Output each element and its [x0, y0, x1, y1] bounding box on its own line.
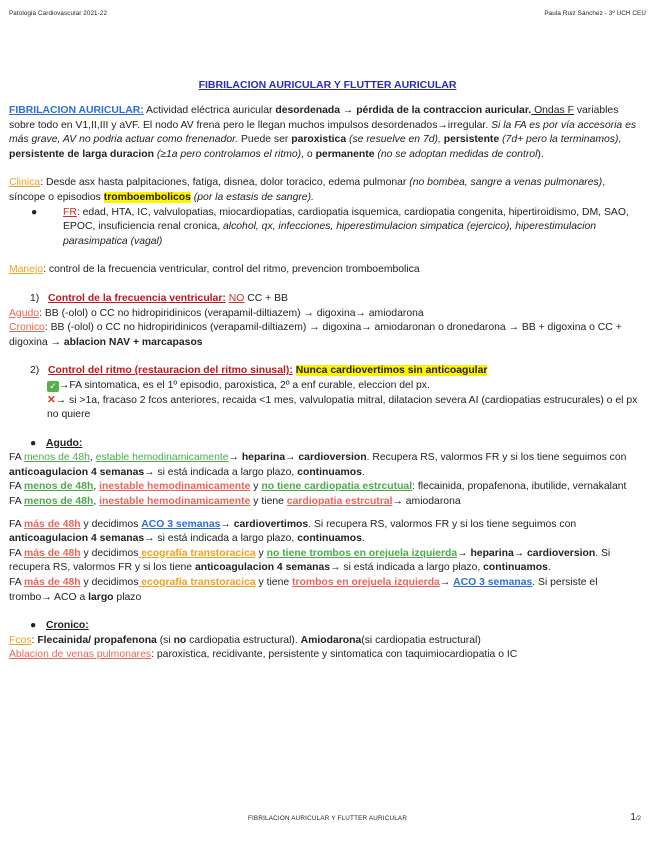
text-bold: desordenada → pérdida de la contraccion auricular.	[275, 105, 532, 116]
text: : Desde asx hasta palpitaciones, fatiga, disnea, dolor toracico, edema pulmonar	[40, 177, 410, 189]
text: → si está indicada a largo plazo,	[330, 562, 484, 574]
highlight-text: Nunca cardiovertimos sin anticoagular	[295, 365, 488, 377]
text-italic: (7d+ pero la terminamos),	[499, 134, 622, 146]
text: , o	[301, 148, 316, 160]
text: : paroxistica, recidivante, persistente y sintomatica con taquimiocardiopatia o IC	[151, 649, 518, 661]
text: FA	[9, 577, 25, 589]
text-italic: alcohol, qx, infecciones, hiperestimulacion simpatica (ejercico), hiperestimulacion parasimpatica (vagal)	[63, 221, 597, 247]
agudo-line-6	[9, 576, 639, 605]
text: →	[513, 547, 528, 559]
text: → si está indicada a largo plazo,	[144, 533, 298, 545]
text: Actividad eléctrica auricular	[143, 105, 276, 116]
aco-label: ACO 3 semanas	[141, 518, 221, 530]
text-italic: (no bombea, sangre a venas pulmonares)	[409, 177, 603, 189]
text-italic: (por la estasis de sangre).	[190, 191, 314, 203]
manejo-paragraph	[9, 263, 639, 278]
text-bold: cardioversion	[298, 452, 367, 464]
list-number: 1)	[30, 292, 40, 304]
list-number: 2)	[30, 365, 40, 377]
text: y decidimos	[80, 518, 142, 530]
text: Puede ser	[238, 134, 292, 146]
text: , síncope o episodios	[9, 177, 606, 203]
text-bold: persistente de larga duracion	[9, 148, 154, 160]
text: variables sobre todo en V1,II,III y aVF. El nodo AV frena pero le llegan muchos impulsos desordenados→irregular.	[9, 105, 619, 131]
text: : flecainida, propafenona, ibutilide, vernakalant	[412, 481, 627, 493]
text-bold: heparina	[241, 452, 286, 464]
text: CC + BB	[244, 292, 288, 304]
trombos-label: trombos en orejuela izquierda	[292, 577, 440, 589]
text: → amiodarona	[392, 496, 461, 508]
mas-48h: más de 48h	[24, 547, 81, 559]
control2-label: Control del ritmo (restauracion del ritmo sinusal):	[48, 365, 293, 377]
text: →	[220, 518, 234, 530]
text: plazo	[113, 591, 142, 603]
text: y	[255, 547, 267, 559]
text: .	[547, 562, 551, 574]
text-bold: permanente	[315, 148, 375, 160]
no-trombos-label: no tiene trombos en orejuela izquierda	[266, 547, 458, 559]
cronico-heading	[9, 619, 639, 634]
text: (si	[156, 634, 174, 646]
text-bold: continuamos	[297, 466, 362, 478]
agudo-line-2	[9, 480, 639, 495]
control1-heading	[9, 292, 639, 307]
text-italic: Si la FA es por vía accesoria es más grave, AV no podria actuar como frenenador.	[9, 119, 637, 146]
text-no: NO	[228, 292, 245, 304]
text: ,	[93, 481, 100, 493]
control2-heading	[9, 364, 639, 379]
fr-bullet	[9, 206, 639, 250]
text: →	[457, 547, 471, 559]
eco-label: ecografía transtoracica	[138, 577, 256, 589]
text: →	[228, 452, 242, 464]
text: ,	[93, 496, 100, 508]
text-bold: heparina	[470, 547, 514, 559]
cronico-fcos	[9, 634, 639, 649]
text-bold: cardiovertimos	[233, 518, 309, 530]
fr-label: FR	[63, 206, 77, 218]
text: (si cardiopatia estructural)	[361, 634, 481, 646]
text-bold: paroxistica	[291, 134, 347, 146]
estable-label: estable hemodinamicamente	[95, 452, 229, 464]
eco-label: ecografía transtoracica	[138, 547, 256, 559]
page-current: 1	[630, 812, 636, 823]
text: : control de la frecuencia ventricular, control del ritmo, prevencion tromboembolica	[43, 264, 420, 276]
page-number	[630, 812, 641, 823]
intro-label: FIBRILACION AURICULAR:	[9, 105, 144, 116]
text-bold: persistente	[443, 134, 500, 146]
agudo-label: Agudo	[9, 307, 40, 319]
text: y decidimos	[80, 577, 139, 589]
text: → si está indicada a largo plazo,	[144, 466, 298, 478]
text: : BB (-olol) o CC no hidropiridinicos (verapamil-diltiazem) → digoxina→ amiodaronan o dronedarona → BB + digoxina o CC + digoxina →	[9, 322, 622, 348]
text-bold: cardioversion	[527, 547, 596, 559]
inestable-label: inestable hemodinamicamente	[99, 481, 251, 493]
agudo-line-5	[9, 547, 639, 576]
no-cardiopatia-label: no tiene cardiopatia estrcutual	[261, 481, 413, 493]
text: FA	[9, 547, 25, 559]
text: FA	[9, 518, 25, 530]
ablacion-label: Ablacion de venas pulmonares	[9, 649, 152, 661]
text: ).	[537, 148, 544, 160]
text-bold: largo	[88, 591, 114, 603]
agudo-section-label: Agudo:	[46, 437, 83, 449]
text: .	[361, 533, 365, 545]
text-bold: no	[173, 634, 187, 646]
agudo-line-3	[9, 495, 639, 510]
clinica-label: Clinica	[9, 177, 41, 189]
cross-icon: ✕	[47, 394, 56, 406]
manejo-label: Manejo	[9, 264, 44, 276]
text: FA	[9, 496, 25, 508]
agudo-heading	[9, 437, 639, 452]
mas-48h: más de 48h	[24, 577, 81, 589]
control1-label: Control de la frecuencia ventricular:	[48, 292, 226, 304]
menos-48h: menos de 48h	[24, 496, 94, 508]
mas-48h: más de 48h	[24, 518, 81, 530]
highlight-text: tromboembolicos	[103, 191, 191, 203]
inestable-label: inestable hemodinamicamente	[99, 496, 251, 508]
bullet-icon: ●	[30, 437, 37, 449]
control2-no	[9, 394, 639, 423]
bullet-icon: ●	[31, 206, 38, 218]
cronico-section-label: Cronico:	[46, 620, 89, 632]
text: : BB (-olol) o CC no hidropiridinicos (verapamil-diltiazem) → digoxina→ amiodarona	[39, 307, 424, 319]
text: → si >1a, fracaso 2 fcos anteriores, recaida <1 mes, valvulopatia mitral, dilatacion severa AI (cardiopatias estrucurales) o el px no quiere	[47, 394, 638, 421]
header-right: Paula Ruiz Sánchez - 3º UCH CEU	[544, 10, 646, 17]
cronico-label: Cronico	[9, 322, 45, 334]
text: y decidimos	[80, 547, 139, 559]
text: →	[285, 452, 299, 464]
control2-ok	[9, 379, 639, 394]
text: y	[250, 481, 262, 493]
text-bold: anticoagulacion 4 semanas	[9, 533, 145, 545]
menos-48h: menos de 48h	[24, 481, 94, 493]
text: . Recupera RS, valormos FR y si los tiene seguimos con	[366, 452, 627, 464]
document-body	[9, 104, 639, 663]
text: . Si recupera RS, valormos FR y si los tiene seguimos con	[308, 518, 577, 530]
aco-label: ACO 3 semanas	[453, 577, 533, 589]
cardiopatia-label: cardiopatia estrcutral	[286, 496, 393, 508]
page-title: FIBRILACION AURICULAR Y FLUTTER AURICULAR	[198, 79, 457, 91]
cronico-ablacion	[9, 648, 639, 663]
text: y tiene	[250, 496, 287, 508]
control1-agudo	[9, 307, 639, 322]
text-bold: ablacion NAV + marcapasos	[63, 336, 203, 348]
intro-paragraph	[9, 104, 639, 162]
text: →FA sintomatica, es el 1º episodio, paroxistica, 2º a enf curable, eleccion del px.	[59, 379, 430, 391]
text-bold: Flecainida/ propafenona	[37, 634, 157, 646]
text-italic: (se resuelve en 7d),	[346, 134, 444, 146]
text: y tiene	[255, 577, 293, 589]
text: . Si persiste el trombo→ ACO a	[9, 577, 598, 603]
text: →	[439, 577, 454, 589]
text-bold: anticoagulacion 4 semanas	[9, 466, 145, 478]
clinica-paragraph	[9, 176, 639, 205]
text: ,	[89, 452, 96, 464]
text: :	[31, 634, 38, 646]
text: FA	[9, 481, 25, 493]
text: .	[361, 466, 365, 478]
text-underline: Ondas F	[531, 105, 574, 116]
footer-title: FIBRILACION AURICULAR Y FLUTTER AURICULAR	[247, 815, 408, 822]
agudo-line-1	[9, 451, 639, 480]
text-italic: (no se adoptan medidas de control	[374, 148, 538, 160]
text: . Si recupera RS, valormos FR y si los tiene	[9, 547, 611, 574]
bullet-icon: ●	[30, 620, 37, 632]
check-icon: ✓	[47, 381, 59, 392]
agudo-line-4	[9, 518, 639, 547]
control1-cronico	[9, 321, 639, 350]
text: FA	[9, 452, 25, 464]
menos-48h: menos de 48h	[24, 452, 90, 464]
header-left: Patologia Cardiovascular 2021-22	[9, 10, 108, 17]
text-bold: continuamos	[483, 562, 548, 574]
text-bold: continuamos	[297, 533, 362, 545]
text-italic: (≥1a pero controlamos el ritmo)	[153, 148, 302, 160]
text-bold: anticoagulacion 4 semanas	[194, 562, 331, 574]
text: : edad, HTA, IC, valvulopatias, miocardiopatias, cardiopatia isquemica, cardiopatia congenita, hipertiroidismo, DM, SAO, EPOC, insuficiencia renal cronica,	[63, 206, 629, 233]
fcos-label: Fcos	[9, 634, 32, 646]
text: cardiopatia estructural).	[186, 634, 301, 646]
page-total: /2	[635, 816, 641, 822]
text-bold: Amiodarona	[300, 634, 362, 646]
